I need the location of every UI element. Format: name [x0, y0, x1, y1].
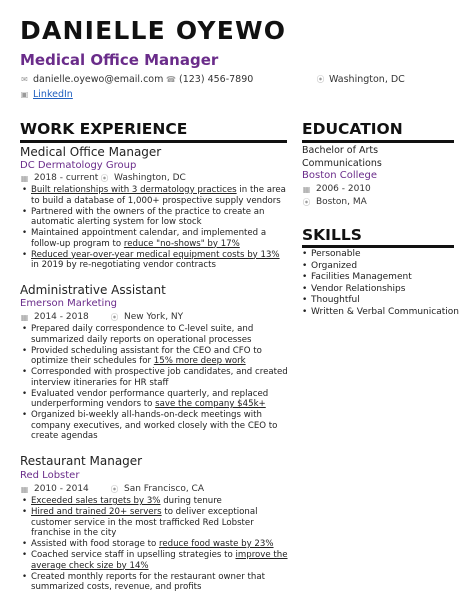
- highlighted-achievement: 15% more deep work: [153, 356, 246, 366]
- job-company: Emerson Marketing: [20, 298, 118, 309]
- skill-item: • Written & Verbal Communication: [300, 307, 468, 319]
- skill-item: • Vendor Relationships: [300, 284, 468, 296]
- job-bullet: [20, 572, 288, 593]
- bullet-text: Created monthly reports for the restaurant owner that summarized costs, revenue, and profits: [31, 571, 265, 592]
- job-company: DC Dermatology Group: [20, 160, 137, 171]
- linkedin-link[interactable]: LinkedIn: [33, 89, 73, 100]
- job-title: Administrative Assistant: [20, 283, 166, 297]
- contact-linkedin[interactable]: [20, 89, 73, 100]
- highlighted-achievement: improve the average check size by 14%: [31, 550, 288, 571]
- bullet-text: in 2019 by re-negotiating vendor contracts: [31, 260, 217, 270]
- education-heading: EDUCATION: [302, 120, 403, 138]
- map-pin-icon: ⦿: [110, 312, 119, 322]
- job-bullet: [20, 550, 288, 571]
- job-location: ⦿ New York, NY: [110, 312, 184, 322]
- education-location: ⦿ Boston, MA: [302, 197, 367, 207]
- job-bullet: [20, 250, 288, 271]
- contact-email[interactable]: [20, 74, 163, 85]
- calendar-icon: ▦: [20, 312, 29, 322]
- job-title: Restaurant Manager: [20, 454, 143, 468]
- job-bullet: [20, 346, 288, 367]
- job-title: Medical Office Manager: [20, 145, 162, 159]
- job-bullet: [20, 389, 288, 410]
- degree-field: Communications: [302, 158, 382, 169]
- location-text: Washington, DC: [329, 74, 405, 85]
- job-bullets: [20, 185, 288, 271]
- skills-heading: SKILLS: [302, 226, 362, 244]
- bullet-text: in the area to build a database of 1,000+ prospective supply vendors: [31, 185, 286, 206]
- skill-item: • Personable: [300, 249, 468, 261]
- job-dates: ▦ 2018 - current: [20, 173, 99, 183]
- bullet-text: Evaluated vendor performance quarterly, and replaced underperforming vendors to: [31, 388, 269, 409]
- school-name: Boston College: [302, 170, 378, 181]
- work-experience-rule: [20, 140, 287, 143]
- contact-location: [316, 74, 405, 85]
- work-experience-heading: WORK EXPERIENCE: [20, 120, 188, 138]
- map-pin-icon: ⦿: [110, 484, 119, 494]
- candidate-name: DANIELLE OYEWO: [20, 16, 287, 45]
- email-text: danielle.oyewo@email.com: [33, 74, 164, 85]
- phone-text: (123) 456-7890: [179, 74, 254, 85]
- bullet-text: Organized bi-weekly all-hands-on-deck meetings with company executives, and worked closely with the CEO to create agendas: [31, 410, 278, 441]
- map-pin-icon: ⦿: [302, 197, 311, 207]
- bullet-text: Assisted with food storage to: [31, 539, 159, 549]
- highlighted-achievement: Hired and trained 20+ servers: [31, 507, 162, 517]
- education-rule: [302, 140, 454, 143]
- skill-item: • Facilities Management: [300, 272, 468, 284]
- job-bullet: [20, 185, 288, 206]
- job-bullet: [20, 367, 288, 388]
- bullet-text: to deliver exceptional customer service in the most trafficked Red Lobster franchise in the city: [31, 507, 258, 538]
- linkedin-icon: ▣: [20, 90, 29, 99]
- calendar-icon: ▦: [20, 484, 29, 494]
- job-location: ⦿ San Francisco, CA: [110, 484, 204, 494]
- highlighted-achievement: reduce "no-shows" by 17%: [123, 238, 240, 249]
- education-dates: ▦ 2006 - 2010: [302, 184, 371, 194]
- bullet-text: Coached service staff in upselling strategies to: [31, 550, 236, 560]
- job-bullet: [20, 228, 288, 249]
- map-pin-icon: ⦿: [316, 75, 325, 84]
- degree: Bachelor of Arts: [302, 145, 379, 156]
- job-location: ⦿ Washington, DC: [100, 173, 186, 183]
- envelope-icon: ✉: [21, 75, 28, 84]
- highlighted-achievement: save the company $45k+: [155, 399, 266, 409]
- job-dates: ▦ 2010 - 2014: [20, 484, 89, 494]
- highlighted-achievement: Reduced year-over-year medical equipment costs by 13%: [31, 249, 280, 260]
- job-bullets: [20, 496, 288, 593]
- calendar-icon: ▦: [20, 173, 29, 183]
- job-bullets: [20, 324, 288, 442]
- job-company: Red Lobster: [20, 470, 80, 481]
- job-bullet: [20, 496, 288, 507]
- bullet-text: Corresponded with prospective job candidates, and created interview itineraries for HR staff: [31, 367, 288, 388]
- phone-icon: ☎: [166, 75, 176, 84]
- highlighted-achievement: Built relationships with 3 dermatology practices: [31, 185, 237, 195]
- candidate-title: Medical Office Manager: [20, 51, 219, 69]
- highlighted-achievement: reduce food waste by 23%: [158, 539, 274, 549]
- bullet-text: Maintained appointment calendar, and implemented a follow-up program to: [31, 228, 267, 249]
- contact-phone: [166, 74, 253, 85]
- map-pin-icon: ⦿: [100, 173, 109, 183]
- bullet-text: during tenure: [160, 496, 222, 506]
- skills-rule: [302, 245, 454, 248]
- highlighted-achievement: Exceeded sales targets by 3%: [31, 496, 161, 506]
- job-dates: ▦ 2014 - 2018: [20, 312, 89, 322]
- job-bullet: [20, 324, 288, 345]
- bullet-text: Partnered with the owners of the practice to create an automatic alerting system for low stock: [31, 206, 265, 227]
- job-bullet: [20, 507, 288, 539]
- skills-list: [300, 249, 468, 319]
- calendar-icon: ▦: [302, 184, 311, 194]
- bullet-text: Prepared daily correspondence to C-level suite, and summarized daily reports on operational processes: [31, 324, 254, 345]
- job-bullet: [20, 539, 288, 550]
- bullet-text: Provided scheduling assistant for the CEO and CFO to optimize their schedules for: [31, 345, 262, 366]
- skill-item: • Thoughtful: [300, 295, 468, 307]
- job-bullet: [20, 207, 288, 228]
- job-bullet: [20, 410, 288, 442]
- skill-item: • Organized: [300, 261, 468, 273]
